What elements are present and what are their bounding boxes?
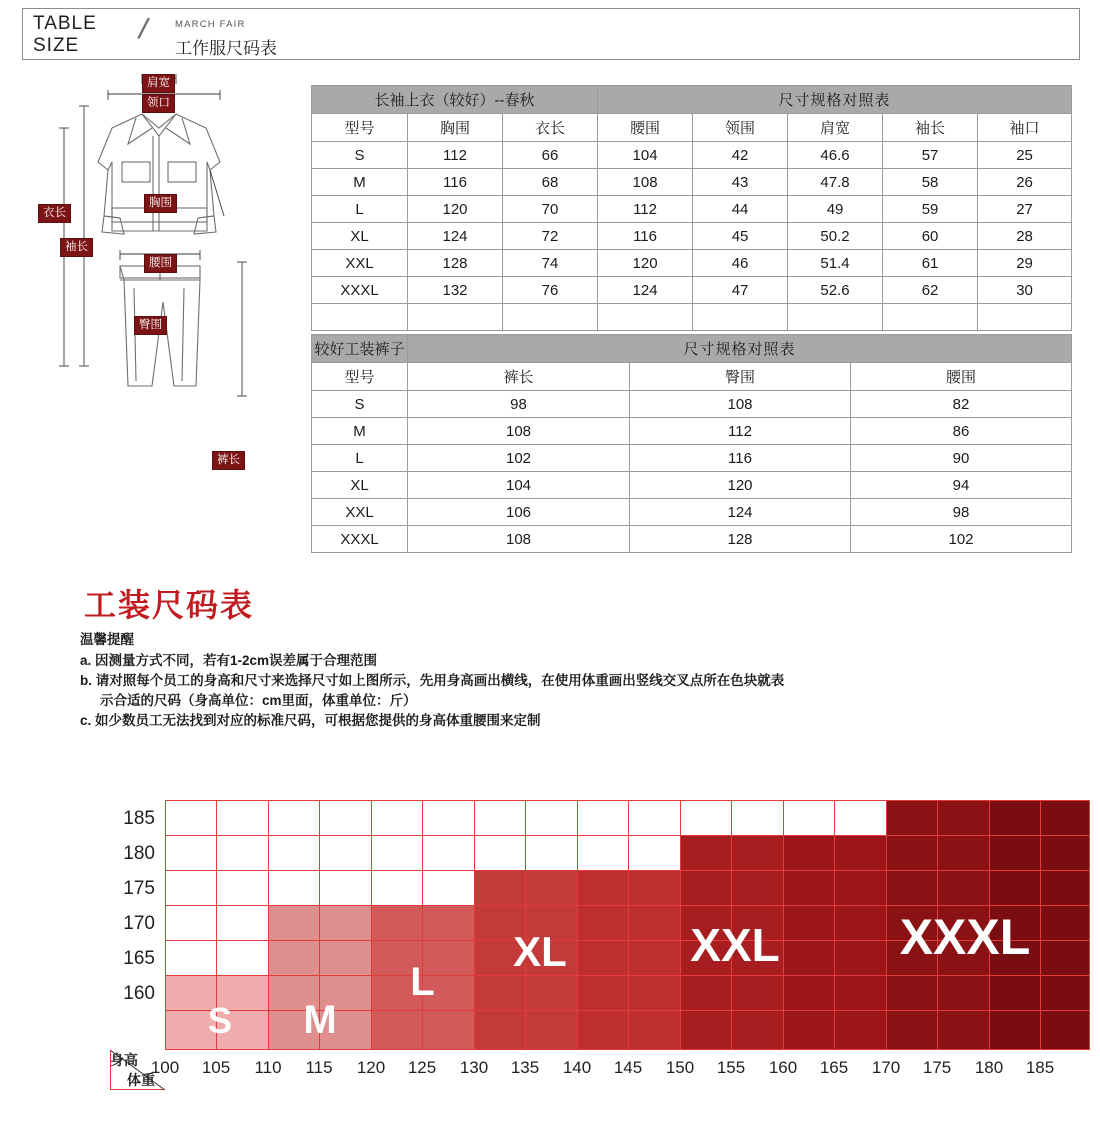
pants-header-row — [312, 363, 1072, 391]
jacket-band-left: 长袖上衣（较好）--春秋 — [312, 86, 598, 114]
x-tick-105: 105 — [201, 1058, 231, 1077]
cell: 82 — [851, 391, 1072, 418]
cell: XXXL — [312, 277, 408, 304]
cell: 98 — [851, 499, 1072, 526]
gridline-v — [268, 800, 269, 1050]
cell: 42 — [693, 142, 788, 169]
table-row — [312, 169, 1072, 196]
x-tick-175: 175 — [922, 1058, 952, 1077]
cell: 102 — [408, 445, 630, 472]
x-tick-115: 115 — [305, 1058, 333, 1077]
cell: 86 — [851, 418, 1072, 445]
x-tick-170: 170 — [871, 1058, 901, 1077]
note-a: a. 因测量方式不同，若有1-2cm误差属于合理范围 — [80, 653, 378, 668]
label-collar-opening: 领口 — [142, 94, 175, 113]
pants-size-table — [311, 334, 1072, 553]
x-tick-120: 120 — [356, 1058, 386, 1077]
cell: 57 — [883, 142, 978, 169]
jacket-col-sleeve: 袖长 — [883, 114, 978, 142]
cell: 94 — [851, 472, 1072, 499]
cell: 124 — [408, 223, 503, 250]
cell: 47 — [693, 277, 788, 304]
gridline-v — [577, 800, 578, 1050]
pants-band-title: 尺寸规格对照表 — [408, 335, 1072, 363]
cell: 52.6 — [788, 277, 883, 304]
cell: L — [312, 445, 408, 472]
cell: 108 — [630, 391, 851, 418]
table-row — [312, 142, 1072, 169]
y-tick-185: 185 — [123, 808, 155, 829]
axis-label-height: 身高 — [110, 1052, 138, 1068]
table-row — [312, 196, 1072, 223]
y-tick-175: 175 — [123, 878, 155, 899]
jacket-size-table — [311, 85, 1072, 331]
cell: 29 — [978, 250, 1072, 277]
notes-block — [80, 630, 980, 731]
label-trouser-length: 裤长 — [212, 451, 245, 470]
cell: 70 — [503, 196, 598, 223]
cell: XL — [312, 472, 408, 499]
table-row — [312, 277, 1072, 304]
cell — [693, 304, 788, 331]
cell: XXXL — [312, 526, 408, 553]
cell: 60 — [883, 223, 978, 250]
label-sleeve-length: 袖长 — [60, 238, 93, 257]
label-waist-circumference: 腰围 — [144, 254, 177, 273]
x-tick-150: 150 — [665, 1058, 695, 1077]
cell: 62 — [883, 277, 978, 304]
table-row — [312, 391, 1072, 418]
pants-band-left: 较好工装裤子 — [312, 335, 408, 363]
cell: 46 — [693, 250, 788, 277]
x-tick-140: 140 — [562, 1058, 592, 1077]
matrix-grid — [165, 800, 1090, 1050]
pants-col-hip: 臀围 — [630, 363, 851, 391]
cell: 108 — [598, 169, 693, 196]
cell: 90 — [851, 445, 1072, 472]
cell — [883, 304, 978, 331]
note-c: c. 如少数员工无法找到对应的标准尺码，可根据您提供的身高体重腰围来定制 — [80, 713, 541, 728]
cell: 112 — [598, 196, 693, 223]
table-row — [312, 472, 1072, 499]
gridline-v — [422, 800, 423, 1050]
x-tick-100: 100 — [150, 1058, 180, 1077]
cell: 128 — [630, 526, 851, 553]
cell: 59 — [883, 196, 978, 223]
jacket-col-model: 型号 — [312, 114, 408, 142]
cell: 58 — [883, 169, 978, 196]
pants-col-model: 型号 — [312, 363, 408, 391]
pants-table-band — [312, 335, 1072, 363]
x-tick-180: 180 — [974, 1058, 1004, 1077]
cell: 47.8 — [788, 169, 883, 196]
cell: 116 — [408, 169, 503, 196]
cell: 66 — [503, 142, 598, 169]
cell: 50.2 — [788, 223, 883, 250]
gridline-v — [834, 800, 835, 1050]
cell: 28 — [978, 223, 1072, 250]
cell: M — [312, 418, 408, 445]
size-label-xxl: XXL — [690, 919, 780, 971]
cell: 120 — [598, 250, 693, 277]
cell: 132 — [408, 277, 503, 304]
cell — [978, 304, 1072, 331]
table-row — [312, 250, 1072, 277]
header-box — [22, 8, 1080, 60]
cell: 116 — [598, 223, 693, 250]
label-chest-circumference: 胸围 — [144, 194, 177, 213]
cell: 43 — [693, 169, 788, 196]
brand-name: MARCH FAIR — [175, 19, 246, 30]
size-label-m: M — [303, 998, 337, 1042]
cell: 51.4 — [788, 250, 883, 277]
cell: 44 — [693, 196, 788, 223]
note-b-cont: 示合适的尺码（身高单位：cm里面，体重单位：斤） — [100, 693, 417, 708]
cell: 128 — [408, 250, 503, 277]
size-label-s: S — [207, 1000, 232, 1041]
pants-col-trouser-length: 裤长 — [408, 363, 630, 391]
gridline-v — [474, 800, 475, 1050]
cell: 124 — [598, 277, 693, 304]
cell: 72 — [503, 223, 598, 250]
cell — [598, 304, 693, 331]
x-tick-125: 125 — [407, 1058, 437, 1077]
cell: 112 — [408, 142, 503, 169]
cell: 124 — [630, 499, 851, 526]
cell: L — [312, 196, 408, 223]
gridline-v — [628, 800, 629, 1050]
jacket-header-row — [312, 114, 1072, 142]
section-title: 工装尺码表 — [84, 587, 255, 623]
cell: S — [312, 391, 408, 418]
gridline-v — [165, 800, 166, 1050]
cell: 102 — [851, 526, 1072, 553]
jacket-col-shoulder: 肩宽 — [788, 114, 883, 142]
cell: 27 — [978, 196, 1072, 223]
jacket-col-collar: 领围 — [693, 114, 788, 142]
cell: 108 — [408, 418, 630, 445]
x-tick-165: 165 — [819, 1058, 849, 1077]
size-label-xxxl: XXXL — [899, 909, 1031, 965]
label-garment-length: 衣长 — [38, 204, 71, 223]
cell: 106 — [408, 499, 630, 526]
cell: 104 — [598, 142, 693, 169]
cell: S — [312, 142, 408, 169]
cell: 46.6 — [788, 142, 883, 169]
cell: XL — [312, 223, 408, 250]
x-tick-110: 110 — [254, 1058, 282, 1077]
page-title: 工作服尺码表 — [175, 39, 277, 58]
x-tick-155: 155 — [716, 1058, 746, 1077]
header-table-size — [33, 13, 133, 57]
cell: 30 — [978, 277, 1072, 304]
size-label-l: L — [410, 960, 435, 1004]
y-tick-165: 165 — [123, 948, 155, 969]
cell — [788, 304, 883, 331]
cell: 108 — [408, 526, 630, 553]
garment-illustration — [24, 66, 294, 566]
gridline-v — [371, 800, 372, 1050]
header-slash-divider: / — [135, 12, 151, 47]
size-label-xl: XL — [513, 928, 567, 975]
cell: XXL — [312, 499, 408, 526]
cell: M — [312, 169, 408, 196]
table-row — [312, 499, 1072, 526]
x-tick-130: 130 — [459, 1058, 489, 1077]
jacket-col-length: 衣长 — [503, 114, 598, 142]
cell — [503, 304, 598, 331]
label-shoulder-width: 肩宽 — [142, 74, 175, 93]
cell: 45 — [693, 223, 788, 250]
cell: 26 — [978, 169, 1072, 196]
note-b: b. 请对照每个员工的身高和尺寸来选择尺寸如上图所示，先用身高画出横线，在使用体重画出竖线交叉点所在色块就表 — [80, 673, 785, 688]
x-tick-185: 185 — [1025, 1058, 1055, 1077]
axis-label-weight: 体重 — [127, 1072, 155, 1088]
table-row — [312, 445, 1072, 472]
table-row — [312, 526, 1072, 553]
cell: XXL — [312, 250, 408, 277]
jacket-size-table-wrap — [311, 85, 1072, 331]
header-line-size: SIZE — [33, 35, 80, 56]
label-hip-circumference: 臀围 — [134, 316, 167, 335]
cell — [312, 304, 408, 331]
cell: 61 — [883, 250, 978, 277]
x-tick-160: 160 — [768, 1058, 798, 1077]
table-row — [312, 223, 1072, 250]
cell: 112 — [630, 418, 851, 445]
header-line-table: TABLE — [33, 13, 97, 34]
jacket-col-waist: 腰围 — [598, 114, 693, 142]
jacket-band-title: 尺寸规格对照表 — [598, 86, 1072, 114]
cell: 25 — [978, 142, 1072, 169]
y-tick-180: 180 — [123, 843, 155, 864]
cell: 76 — [503, 277, 598, 304]
gridline-v — [1089, 800, 1090, 1050]
jacket-col-cuff: 袖口 — [978, 114, 1072, 142]
cell: 74 — [503, 250, 598, 277]
jacket-col-chest: 胸围 — [408, 114, 503, 142]
cell: 120 — [408, 196, 503, 223]
table-row — [312, 418, 1072, 445]
gridline-v — [525, 800, 526, 1050]
cell: 98 — [408, 391, 630, 418]
size-matrix-chart — [55, 800, 1055, 1090]
y-tick-160: 160 — [123, 983, 155, 1004]
pants-col-waist: 腰围 — [851, 363, 1072, 391]
cell — [408, 304, 503, 331]
y-tick-170: 170 — [123, 913, 155, 934]
jacket-table-band — [312, 86, 1072, 114]
cell: 120 — [630, 472, 851, 499]
notes-heading: 温馨提醒 — [80, 632, 134, 647]
cell: 116 — [630, 445, 851, 472]
cell: 104 — [408, 472, 630, 499]
cell: 68 — [503, 169, 598, 196]
table-spacer-row — [312, 304, 1072, 331]
pants-size-table-wrap — [311, 334, 1072, 553]
x-tick-135: 135 — [510, 1058, 540, 1077]
x-tick-145: 145 — [613, 1058, 643, 1077]
cell: 49 — [788, 196, 883, 223]
